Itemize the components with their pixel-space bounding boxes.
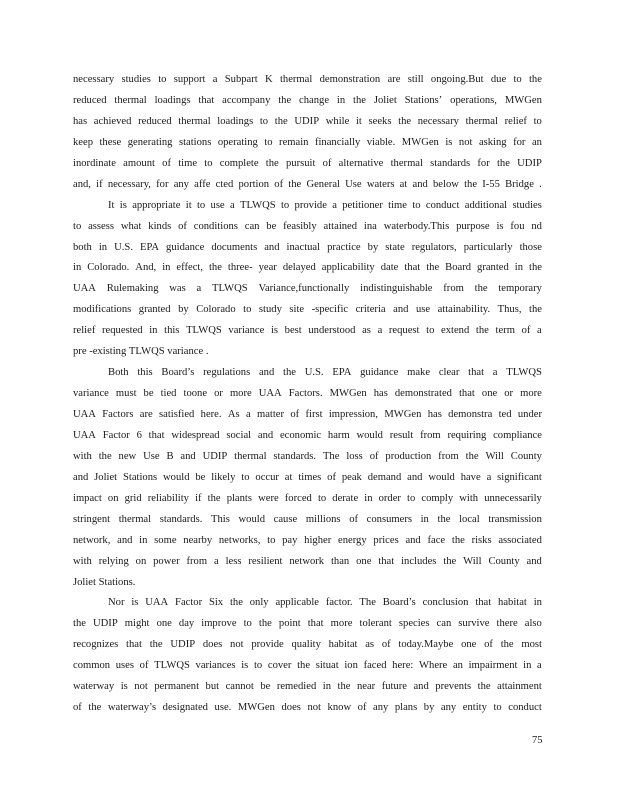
text-line: UAA Rulemaking was a TLWQS Variance,functionally indistinguishable from the temporary [73, 283, 542, 295]
text-line: relief requested in this TLWQS variance is best understood as a request to extend the term of a [73, 325, 542, 337]
text-line: pre -existing TLWQS variance . [73, 346, 209, 358]
text-line: with the new Use B and UDIP thermal standards. The loss of production from the Will County [73, 450, 542, 462]
text-line: to assess what kinds of conditions can be feasibly attained ina waterbody.This purpose is fou nd [73, 220, 542, 232]
text-line: Joliet Stations. [73, 576, 136, 588]
text-line: of the waterway’s designated use. MWGen does not know of any plans by any entity to conduct [73, 702, 542, 714]
text-line: both in U.S. EPA guidance documents and inactual practice by state regulators, particularly those [73, 241, 542, 253]
text-line: UAA Factors are satisfied here. As a matter of first impression, MWGen has demonstra ted under [73, 409, 542, 420]
text-line: inordinate amount of time to complete the pursuit of alternative thermal standards for the UDIP [73, 157, 542, 169]
text-line: and, if necessary, for any affe cted portion of the General Use waters at and below the I-55 Bridge . [73, 178, 542, 190]
text-line: waterway is not permanent but cannot be remedied in the near future and prevents the attainment [73, 681, 542, 693]
text-line: keep these generating stations operating to remain financially viable. MWGen is not asking for an [73, 136, 542, 148]
text-line: UAA Factor 6 that widespread social and economic harm would result from requiring compliance [73, 429, 542, 441]
text-line: Nor is UAA Factor Six the only applicable factor. The Board’s conclusion that habitat in [108, 597, 542, 609]
text-line: common uses of TLWQS variances is to cover the situat ion faced here: Where an impairment in a [73, 660, 542, 672]
text-line: stringent thermal standards. This would cause millions of consumers in the local transmission [73, 513, 542, 525]
text-line: has achieved reduced thermal loadings to the UDIP while it seeks the necessary thermal relief to [73, 115, 542, 127]
text-line: It is appropriate it to use a TLWQS to provide a petitioner time to conduct additional studies [108, 199, 542, 211]
text-line: necessary studies to support a Subpart K thermal demonstration are still ongoing.But due to the [73, 74, 542, 85]
text-line: Both this Board’s regulations and the U.S. EPA guidance make clear that a TLWQS [108, 367, 542, 379]
text-line: variance must be tied toone or more UAA Factors. MWGen has demonstrated that one or more [73, 388, 542, 400]
text-line: reduced thermal loadings that accompany the change in the Joliet Stations’ operations, MWGen [73, 94, 542, 106]
text-line: with relying on power from a less resilient network than one that includes the Will County and [73, 555, 542, 567]
body-text [73, 70, 542, 719]
text-line: and Joliet Stations would be likely to occur at times of peak demand and would have a significant [73, 471, 542, 483]
text-line: network, and in some nearby networks, to pay higher energy prices and face the risks associated [73, 534, 542, 546]
text-line: modifications granted by Colorado to study site -specific criteria and use attainability. Thus, the [73, 304, 542, 316]
text-line: the UDIP might one day improve to the point that more tolerant species can survive there also [73, 618, 542, 630]
text-line: impact on grid reliability if the plants were forced to derate in order to comply with unnecessarily [73, 492, 542, 504]
text-line: recognizes that the UDIP does not provide quality habitat as of today.Maybe one of the most [73, 639, 542, 651]
page-number: 75 [532, 735, 543, 746]
text-line: in Colorado. And, in effect, the three- year delayed applicability date that the Board granted in the [73, 262, 542, 274]
